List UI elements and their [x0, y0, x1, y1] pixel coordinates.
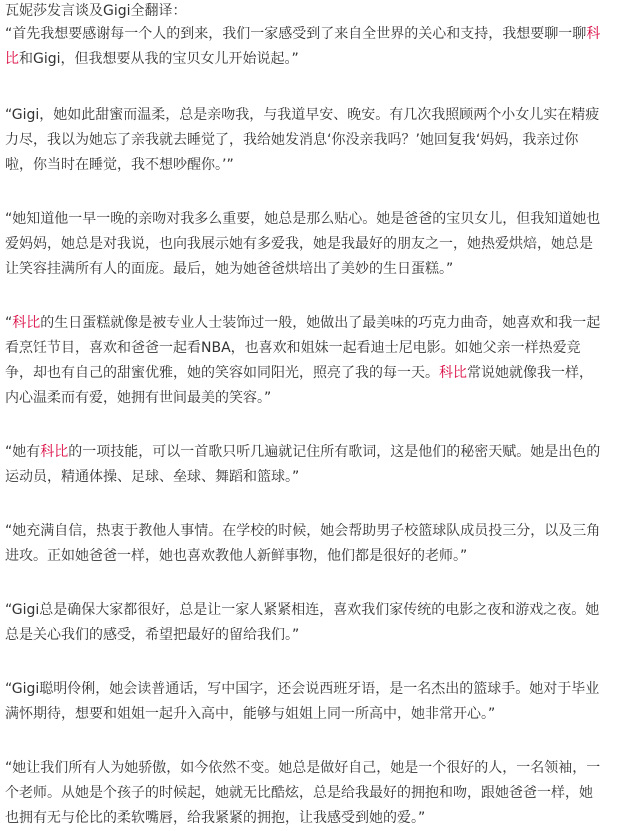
text-segment: 爱妈妈，她总是对我说，也向我展示她有多爱我，她是我最好的朋友之一，她热爱烘焙，她总是 — [5, 236, 593, 252]
text-segment: 常说她就像我一样， — [467, 365, 593, 381]
article-heading: 瓦妮莎发言谈及Gigi全翻译： — [5, 3, 187, 19]
paragraph-line — [5, 440, 611, 465]
paragraph-line — [5, 22, 611, 47]
text-segment: 的一项技能，可以一首歌只听几遍就记住所有歌词，这是他们的秘密天赋。她是出色的 — [68, 444, 601, 460]
text-segment: 力尽，我以为她忘了亲我就去睡觉了，我给她发消息‘你没亲我吗？’她回复我‘妈妈，我亲过你 — [5, 132, 579, 148]
paragraph-line — [5, 207, 611, 232]
paragraph-line — [5, 465, 611, 490]
paragraph-line — [5, 781, 611, 806]
text-segment: “她有 — [5, 444, 41, 460]
paragraph-line — [5, 257, 611, 282]
text-segment: “Gigi聪明伶俐，她会读普通话，写中国字，还会说西班牙语，是一名杰出的篮球手。她对于毕业 — [5, 681, 600, 697]
paragraph-line — [5, 361, 611, 386]
text-segment: 运动员，精通体操、足球、垒球、舞蹈和篮球。” — [5, 469, 300, 485]
paragraph — [5, 756, 611, 831]
text-segment: 啦，你当时在睡觉，我不想吵醒你。’” — [5, 157, 234, 173]
paragraph — [5, 440, 611, 490]
paragraph-line — [5, 232, 611, 257]
paragraph — [5, 22, 611, 72]
text-segment: 个老师。从她是个孩子的时候起，她就无比酷炫，总是给我最好的拥抱和吻，跟她爸爸一样，她 — [5, 785, 593, 801]
highlighted-name: 科比 — [439, 365, 467, 381]
paragraph-line — [5, 677, 611, 702]
paragraph-line — [5, 311, 611, 336]
paragraph — [5, 677, 611, 727]
text-segment: 的生日蛋糕就像是被专业人士装饰过一般，她做出了最美味的巧克力曲奇，她喜欢和我一起 — [40, 315, 601, 331]
text-segment: “她让我们所有人为她骄傲，如今依然不变。她总是做好自己，她是一个很好的人，一名领袖，一 — [5, 760, 601, 776]
paragraph — [5, 519, 611, 569]
text-segment: 让笑容挂满所有人的面庞。最后，她为她爸爸烘培出了美妙的生日蛋糕。” — [5, 261, 454, 277]
text-segment: 也拥有无与伦比的柔软嘴唇，给我紧紧的拥抱，让我感受到她的爱。” — [5, 810, 426, 826]
paragraph — [5, 311, 611, 411]
paragraph — [5, 598, 611, 648]
text-segment: 内心温柔而有爱，她拥有世间最美的笑容。” — [5, 390, 272, 406]
text-segment: 和Gigi，但我想要从我的宝贝女儿开始说起。” — [19, 51, 299, 67]
paragraph-line — [5, 702, 611, 727]
paragraph-line — [5, 153, 611, 178]
text-segment: “ — [5, 315, 13, 331]
article-body — [5, 22, 611, 831]
paragraph-line — [5, 544, 611, 569]
text-segment: 看烹饪节目，喜欢和爸爸一起看NBA，也喜欢和姐妹一起看迪士尼电影。如她父亲一样热爱竞 — [5, 340, 581, 356]
text-segment: “Gigi，她如此甜蜜而温柔，总是亲吻我，与我道早安、晚安。有几次我照顾两个小女儿实在精疲 — [5, 107, 600, 123]
paragraph-line — [5, 598, 611, 623]
paragraph-line — [5, 519, 611, 544]
paragraph-line — [5, 756, 611, 781]
text-segment: 进攻。正如她爸爸一样，她也喜欢教他人新鲜事物，他们都是很好的老师。” — [5, 548, 468, 564]
paragraph-line — [5, 623, 611, 648]
text-segment: 争，却也有自己的甜蜜优雅，她的笑容如同阳光，照亮了我的每一天。 — [5, 365, 439, 381]
paragraph — [5, 103, 611, 178]
paragraph-line — [5, 103, 611, 128]
highlighted-name: 科比 — [40, 444, 69, 460]
paragraph-line — [5, 336, 611, 361]
paragraph — [5, 207, 611, 282]
article — [5, 0, 611, 831]
highlighted-name: 比 — [5, 51, 19, 67]
text-segment: 满怀期待，想要和姐姐一起升入高中，能够与姐姐上同一所高中，她非常开心。” — [5, 706, 496, 722]
text-segment: “她充满自信，热衷于教他人事情。在学校的时候，她会帮助男子校篮球队成员投三分，以及三角 — [5, 523, 601, 539]
text-segment: 总是关心我们的感受，希望把最好的留给我们。” — [5, 627, 300, 643]
paragraph-line — [5, 47, 611, 72]
text-segment: “首先我想要感谢每一个人的到来，我们一家感受到了来自全世界的关心和支持，我想要聊一聊 — [5, 26, 587, 42]
text-segment: “她知道他一早一晚的亲吻对我多么重要，她总是那么贴心。她是爸爸的宝贝女儿，但我知道她也 — [5, 211, 601, 227]
highlighted-name: 科 — [586, 26, 601, 42]
paragraph-line — [5, 128, 611, 153]
paragraph-line — [5, 806, 611, 831]
text-segment: “Gigi总是确保大家都很好，总是让一家人紧紧相连，喜欢我们家传统的电影之夜和游戏之夜。她 — [5, 602, 600, 618]
highlighted-name: 科比 — [12, 315, 41, 331]
paragraph-line — [5, 386, 611, 411]
